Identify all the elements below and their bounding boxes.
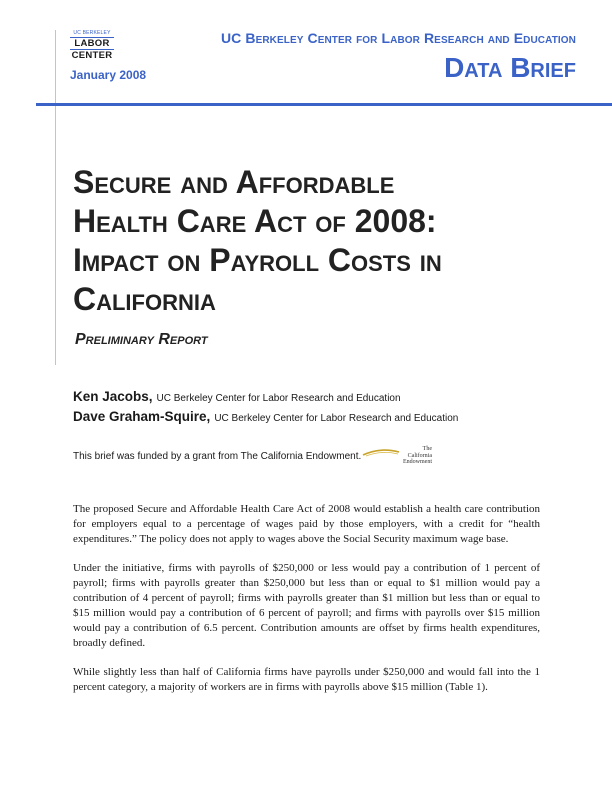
margin-rule [55,30,56,365]
endowment-line-1: The [422,446,432,452]
endowment-logo-text [380,446,432,466]
logo-line2: CENTER [71,50,113,61]
author-2 [73,409,458,424]
california-endowment-logo [362,446,432,472]
author-1 [73,389,401,404]
paragraph-3: While slightly less than half of California firms have payrolls under $250,000 and would fall into the 1 percent category, a majority of workers are in firms with payrolls above $15 million (Table 1). [73,666,540,693]
document-type: Data Brief [444,52,576,83]
paragraph-1: The proposed Secure and Affordable Health Care Act of 2008 would establish a health care contribution for employers equal to a percentage of wages paid by those employers, with a credit for “health expenditures.” The policy does not apply to wages above the Social Security maximum wage base. [73,503,540,545]
logo-line1: LABOR [74,38,110,49]
endowment-line-2: California [407,452,432,459]
labor-center-logo [70,30,114,60]
title-line-3: Impact on Payroll Costs in [73,242,442,278]
author-name: Dave Graham-Squire, [73,409,211,424]
author-affiliation: UC Berkeley Center for Labor Research and Education [214,413,459,424]
report-subtitle: Preliminary Report [75,331,208,348]
endowment-line-3: Endowment [403,459,432,465]
title-line-2: Health Care Act of 2008: [73,203,437,239]
body-text [73,502,540,709]
title-line-4: California [73,281,216,317]
logo-top-text: UC BERKELEY [73,30,111,36]
report-title [73,163,593,319]
organization-name: UC Berkeley Center for Labor Research and Education [220,30,576,46]
funding-note: This brief was funded by a grant from The California Endowment. [73,451,362,462]
paragraph-2: Under the initiative, firms with payrolls of $250,000 or less would pay a contribution of 1 percent of payroll; firms with payrolls greater than $250,000 but less than or equal to $1 million would pay a contribution of 4 percent of payroll; firms with payrolls greater than $1 million but less than or equal to $15 million would pay a contribution of 6 percent of payroll; and firms with payrolls over $15 million would pay a contribution of 6.5 percent. Contribution amounts are offset by firms health expenditures, broadly defined. [73,562,540,649]
header-divider [36,103,612,106]
publication-date: January 2008 [70,68,147,82]
title-line-1: Secure and Affordable [73,164,395,200]
author-affiliation: UC Berkeley Center for Labor Research and Education [156,393,401,404]
author-name: Ken Jacobs, [73,389,153,404]
